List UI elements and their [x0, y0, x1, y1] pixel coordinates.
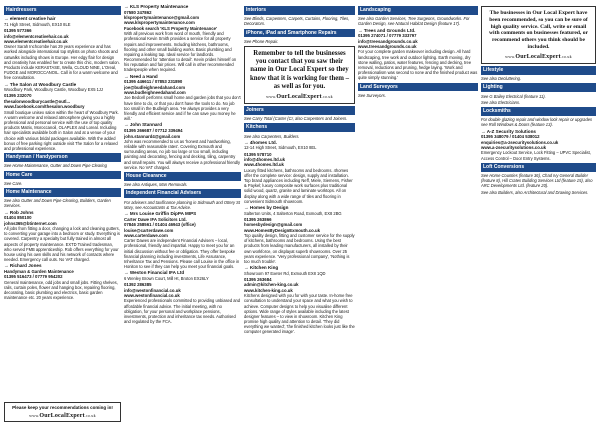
contact-line: 01392 286385: [124, 282, 152, 288]
website-link[interactable]: www.carterdawe.com: [124, 232, 168, 238]
email-link[interactable]: joe@budleighneedahand.com: [124, 84, 186, 90]
logo-prefix: www.: [29, 413, 40, 418]
section-heading: Locksmiths: [481, 107, 596, 116]
cross-reference: See also Garden Services, Tree Surgeons, Groundworks. For Garden Design, see Natural Habitat Design (feature 17).: [358, 16, 470, 27]
listing-text: General maintenance, odd jobs and small jobs. Fitting shelves, rails, curtain poles, flower and hanging box, repairing flooring, decorating, basic plumbing and electrics, basic garden maintenance etc. 20 years experience.: [4, 279, 118, 301]
listing-text: Salterton Units, 4 Salterton Road, Exmouth, EX8 2BG: [244, 210, 342, 216]
cross-reference: See Care.: [4, 180, 23, 186]
section-heading: Independent Financial Advisers: [124, 189, 241, 198]
listing: [4, 181, 121, 186]
website-link[interactable]: www.a-zsecuritysolutions.co.uk: [481, 145, 547, 151]
contact-line: Facebook search 'KLS Property Maintenance': [124, 25, 218, 31]
website-link[interactable]: www.treesandgrounds.co.uk: [358, 44, 417, 50]
listing: [244, 265, 355, 335]
email-link[interactable]: info@4homes.ltd.uk: [244, 157, 285, 162]
listing: [124, 270, 241, 324]
website-link[interactable]: www.HomesByDesignExmouth.co.uk: [244, 227, 321, 233]
listing-text: Owner Sarah Inchcombe has 29 years experience and has worked alongside international top stylists on photo shoots and catwalks including shows in Europe. Her edgy flair for design and creativity has enabled her to create this chic, modern salon. Products include KERASTASE, Wella, CLOUD NINE, L'Oreal, FUDGE and MOROCCANOIL. Call in for a warm welcome and free consultation.: [4, 44, 120, 81]
listing: [124, 4, 241, 73]
cross-reference: See also Antiques, Man Removals.: [124, 182, 188, 188]
listing-text: Small boutique unisex salon within the heart of Woodbury Park. A warm welcome and relaxed atmosphere giving you a highly professional and personal service with the use of top quality products Matrix, Moroccanoil, OLAPLEX and Loreal. Including hair specialists available both in Salon and at a venue of your choice with various bridal packages available. With the added bonus of free parking right outside visit The Salon for a relaxed and professional experience.: [4, 109, 119, 151]
listing: [4, 198, 121, 208]
business-name: → Weston Financial IFA Ltd: [124, 270, 185, 276]
contact-line: 07846 258561 / 01404 46943 (office): [124, 222, 196, 228]
listing: [481, 76, 596, 81]
cross-reference: For double glazing repair and window lock repair or upgrades see Roll Windows & Doors (feature 13).: [481, 117, 593, 128]
business-name: → Trees and Grounds Ltd.: [358, 27, 416, 33]
business-name: → Mrs Louise Griffin DipPA MIPS: [124, 211, 197, 217]
listing: [124, 200, 241, 210]
email-link[interactable]: louise@carterdawe.com: [124, 227, 174, 233]
business-name: → Homes by Design: [244, 205, 289, 211]
contact-line: 01395 274071 / 07779 333797: [358, 33, 417, 39]
contact-line: 01395 232070: [4, 93, 32, 99]
section-heading: Hairdressers: [4, 6, 121, 15]
cross-reference: See also Carpenters, Builders.: [244, 133, 300, 139]
info-box: [244, 46, 355, 104]
info-box-message: Please keep your recommendations coming in!: [12, 405, 113, 410]
business-name: → John Stannard: [124, 122, 163, 128]
listing-text: Luxury fitted kitchens, bathrooms and bedrooms. 4homes offer the complete service: design, supply and installation. Top brand appliances including Neff, Miele, Siemens, Fisher & Paykel; luxury composite work surfaces plus traditional solid wood, quartz, granite and laminate worktops. All on display along with a wide range of tiles and flooring in convenient Sidmouth showroom.: [244, 167, 353, 204]
listing-text: 6 Wenley Brown Court, Mill Ht, Broton EX26LY: [124, 276, 209, 282]
listing-text: 71 High Street, Sidmouth, EX10 8LE: [4, 21, 71, 27]
contact-line: Handyman & Garden Maintenance: [4, 269, 74, 275]
listing-text: Top quality design, fitting and customer service for the supply of kitchens, bathrooms and bedrooms. Using the best products from leading manufacturers, all installed by their own workforce, on displayat superb showrooms. Over 25 years experience. 'Very professional company', 'Nothing is too much trouble'.: [244, 233, 355, 264]
contact-line: 01404 850100: [4, 215, 32, 221]
cross-reference: See Surveyors.: [358, 92, 386, 98]
email-link[interactable]: admin@kitchen-king.co.uk: [244, 282, 299, 288]
section-heading: Joiners: [244, 106, 355, 115]
column-5: [481, 4, 596, 422]
contact-line: Carter Dawe IFA Solicitors Ltd.: [124, 216, 187, 222]
contact-line: 01395 266687 / 07712 339494: [124, 128, 183, 134]
email-link[interactable]: enquiries@a-zsecuritysolutions.co.uk: [481, 139, 559, 145]
cross-reference: See G Bailey Electrical (feature 11).: [481, 93, 546, 99]
logo-prefix: www.: [266, 93, 277, 99]
cross-reference: See Blinds, Carpenters, Carpets, Curtains, Flooring, Tiles, Decorators.: [244, 16, 350, 27]
info-box: [4, 402, 121, 422]
contact-line: 01395 446611 / 07853 231890: [124, 79, 183, 85]
listing-text: Joe Bedcell performs small home and garden jobs that you don't have time to do, or that you don't have the tools to do. No job too small in the Budleigh area. 'He always provides a very friendly and efficient service and if he can save you money he will.': [124, 95, 241, 122]
listing: [124, 211, 241, 269]
listing: [244, 16, 355, 26]
business-name: → Rob Johns: [4, 209, 34, 215]
logo-main: OurLocalExpert: [515, 53, 561, 60]
listing: [244, 205, 355, 264]
listing: [481, 94, 596, 105]
business-name: → The Salon at Woodbury Castle: [4, 81, 77, 87]
cross-reference: See Home Maintenance, Gutter and Down Pipe Clearing: [4, 163, 107, 169]
contact-line: 01395 578710: [244, 151, 272, 157]
listing: [481, 129, 596, 161]
business-name: → Need a Hand: [124, 73, 158, 79]
cross-reference: See Carry Total (Carter (Cr, also Carpenters and Joiners.: [244, 116, 348, 122]
website-link[interactable]: www.budleighneedahand.com: [124, 90, 186, 96]
website-link[interactable]: www.4homes.ltd.uk: [244, 162, 284, 168]
business-name: → A-Z Security Solutions: [481, 128, 536, 134]
contact-line: 01395 263866: [244, 216, 272, 222]
section-heading: House Clearance: [124, 172, 241, 181]
section-heading: Handyman / Handyperson: [4, 153, 121, 162]
business-name: → KLS Property Maintenance: [124, 4, 189, 9]
email-link[interactable]: info@elementcreativehair.co.uk: [4, 33, 69, 39]
section-heading: Landscaping: [358, 6, 478, 15]
website-link[interactable]: www.facebook.com/thesalon.woodbury: [4, 104, 85, 110]
email-link[interactable]: johns365@btinternet.com: [4, 220, 57, 226]
listing-text: John was recommended to us as 'honest and hardworking, reliable with reasonable rates'. Covering Exmouth and surrounding areas, no job too large or too small, including painting and decorating, fencing and decking, tiling, carpentry and small repairs. You will always receive a professional friendly service. No VAT charged.: [124, 138, 241, 170]
section-heading: iPhone, iPad and Smartphone Repairs: [244, 29, 355, 38]
logo-main: OurLocalExpert: [39, 413, 85, 419]
listing-text: 12-14 High Street, Sidmouth, EX10 8EL: [244, 145, 317, 151]
listing: [4, 210, 121, 263]
info-box: [481, 6, 596, 64]
listing: [244, 39, 355, 44]
website-link[interactable]: www.westonfinancial.co.uk: [124, 293, 180, 298]
cross-reference: See also Gutter and Down Pipe Clearing, Builders, Garden Services.: [4, 198, 111, 209]
listing: [244, 140, 355, 204]
logo-suffix: .co.uk: [84, 413, 96, 418]
section-heading: Loft Conversions: [481, 163, 596, 172]
listing: [4, 82, 121, 152]
cross-reference: See Phone Repair.: [244, 38, 279, 44]
site-logo: [7, 413, 118, 419]
contact-line: 07580 247862: [124, 9, 152, 15]
website-link[interactable]: www.kitchen-king.co.uk: [244, 287, 293, 293]
logo-suffix: .co.uk: [321, 93, 333, 99]
column-2: [124, 4, 241, 422]
listing: [244, 134, 355, 139]
listing: [124, 74, 241, 122]
email-link[interactable]: homesbydesign@gmail.com: [244, 222, 303, 228]
section-heading: Lifestyle: [481, 66, 596, 75]
email-link[interactable]: klspropertymaintenance@gmail.com: [124, 15, 200, 21]
listing: [4, 16, 121, 80]
column-3: [244, 4, 355, 422]
listing-text: Kitchens designed with you for with your taste. In-home free consultation to understand your space and what you wish to achieve. Computer designs to help you visualise different options. Wide range of styles available including the latest designer features – to view in showroom. Kitchen King promise high quality and attention to detail. 'They did everything we wanted', 'the finished kitchen looks just like the computer generated image'.: [244, 293, 355, 335]
section-heading: Home Maintenance: [4, 188, 121, 197]
column-1: [4, 4, 121, 422]
business-name: → Kitchen King: [244, 265, 279, 271]
cross-reference: See also Decluttering.: [481, 76, 522, 82]
cross-reference: See also Electricians.: [481, 99, 521, 105]
business-name: → 4homes Ltd.: [244, 139, 277, 145]
section-heading: Land Surveyors: [358, 83, 478, 92]
listing: [4, 263, 121, 300]
info-box-message: Remember to tell the businesses you contact that you saw their name in Our Local Expert so they know that it is working for them – as well as for you.: [250, 50, 349, 90]
listing-text: Emergency Lockout Service, Lock Fitting – UPVC Specialist, Access Control – Door Entry Systems.: [481, 150, 591, 161]
listing: [358, 93, 478, 98]
contact-line: 01395 348079 / 01404 538012: [481, 134, 540, 140]
listing-text: Woodbury Park, Woodbury Castle, Woodbury EX5 1JJ: [4, 87, 103, 93]
email-link[interactable]: thesalonwoodburycastle@outl...: [4, 98, 71, 104]
site-logo: [485, 54, 592, 60]
business-name: → Richard Jones: [4, 263, 42, 269]
email-link[interactable]: info@treesandgrounds.co.uk: [358, 38, 418, 44]
listing: [358, 28, 478, 81]
listing-text: With all previous work from word of mouth, friendly and professional Kevin Smith provides a service for all property repairs and improvements. Including kitchens, bathrooms, flooring and other small building works. Basic plumbing and repairing a leaking tap. Ideal service for landlords. Recommended for 'attention to detail'. Kevin prides himself on his reputation and fair prices. Will call in other recommended tradespeople when required.: [124, 31, 237, 73]
website-link[interactable]: www.klspropertymaintenance.com: [124, 20, 195, 26]
listing-text: Experienced professionals committed to providing unbiased and affordable financial advice. The initial meeting, with no obligation, for your personal and workplace pensions, investments, protection and inheritance tax needs. Authorised and regulated by the FCA.: [124, 298, 241, 325]
website-link[interactable]: www.elementcreativehair.co.uk: [4, 38, 68, 44]
listing-text: Carter Dawes are independent Financial Advisers – local, professional, friendly and impartial. Happy to meet you for an initial discussion without fee or obligation. They offer bespoke financial planning including investments, Life Assurance, Inheritance Tax and Pensions. Please call Louise in the office in Honiton to see if they can help you meet your financial goals.: [124, 238, 240, 270]
info-box-message: The businesses in Our Local Expert have been recommended, so you can be sure of high quality service. Call, write or email with comments on businesses featured, or recommend others you think should be included.: [488, 10, 589, 51]
listing: [4, 163, 121, 168]
listing: [244, 116, 355, 121]
listing-text: All jobs from fitting a door, changing a lock and cleaning gutters, to converting your garage into a bedroom or study. Everything is covered. Carpentry a specialty but fully trained in almost all aspects of property maintenance. EXTD Trained tradesman, who served FMB apprenticeship. Rob offers everything for your house using his own skills and his network of contacts where needed. Emergency call outs. No VAT charged.: [4, 226, 120, 263]
listing: [124, 182, 241, 187]
section-heading: Lighting: [481, 83, 596, 92]
section-heading: Kitchens: [244, 123, 355, 132]
contact-line: 01395 263684: [244, 277, 272, 283]
section-heading: Interiors: [244, 6, 355, 15]
listing: [124, 122, 241, 170]
cross-reference: See also Builders, also Architectural and Drawing Services.: [481, 189, 589, 195]
contact-line: 01395 577366: [4, 28, 32, 34]
email-link[interactable]: john.stannard4@gmail.com: [124, 133, 181, 139]
listing: [358, 16, 478, 26]
listing: [481, 173, 596, 195]
logo-suffix: .co.uk: [560, 53, 572, 59]
listing-text: Showroom 97 Exeter Rd, Exmouth EX8 1QD: [244, 270, 326, 276]
listing-text: For your complete garden makeover including design. All hard landscaping, tree work and outdoor lighting. Earth moving, dry stone walling, patios, water features, fencing and decking, tree removal, reductions and pruning, hedge laying. 'Work and professionalism was second to none and the finished product was quite simply stunning.': [358, 49, 478, 81]
contact-line: 01395 516473 / 07779 954202: [4, 274, 63, 280]
column-4: [358, 4, 478, 422]
logo-main: OurLocalExpert: [276, 93, 322, 100]
section-heading: Home Care: [4, 171, 121, 180]
email-link[interactable]: info@westonfinancial.co.uk: [124, 287, 181, 293]
logo-prefix: www.: [505, 53, 516, 59]
business-name: → element creative hair: [4, 16, 56, 22]
cross-reference: See Home Counties (feature 36), Chad Ivy General Builder (feature 8), Hill Crates Building Services Ltd (feature 15), also ARC Developments Ltd. (feature 20).: [481, 173, 593, 189]
cross-reference: For advisers and tax/finance planning in Sidmouth and Ottery St Mary, see Accountants & Tax Advice.: [124, 199, 241, 210]
site-logo: [248, 94, 351, 100]
listing: [481, 117, 596, 127]
